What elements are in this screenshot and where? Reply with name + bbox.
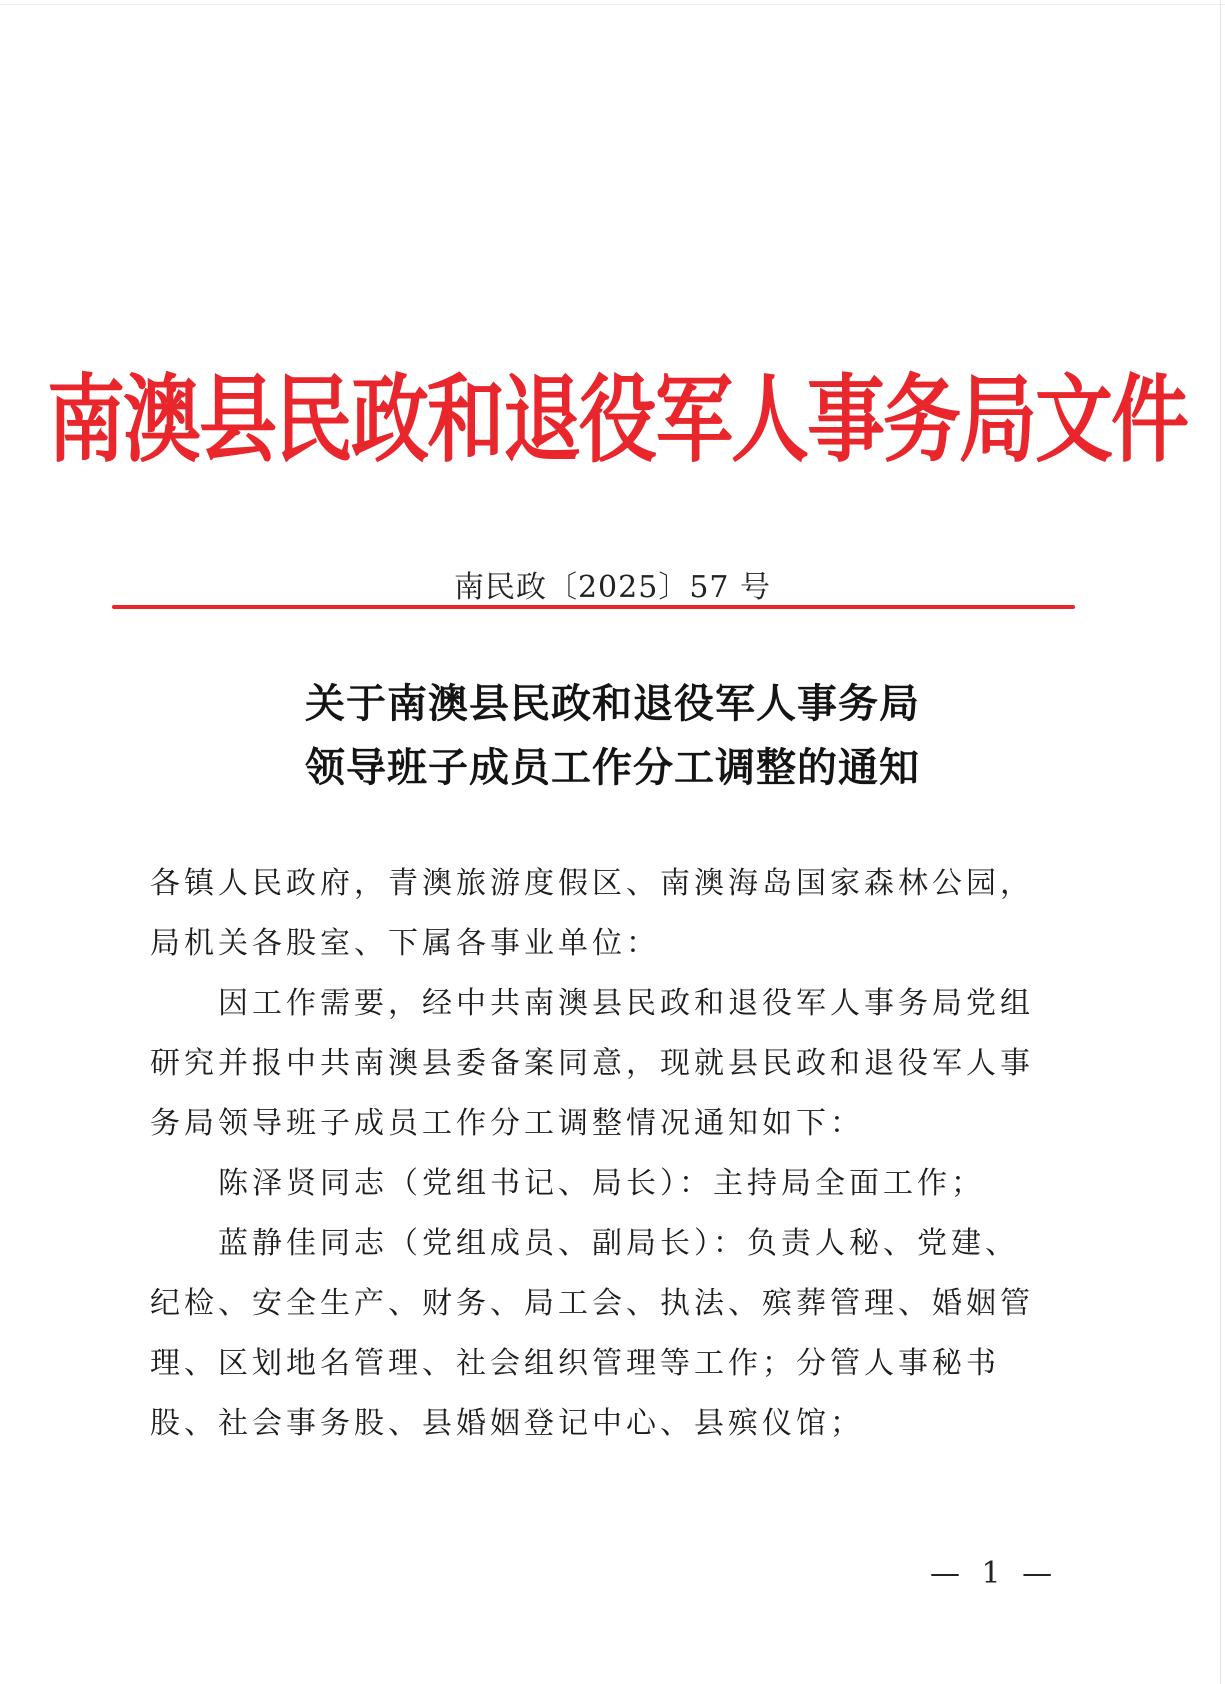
scan-edge-right [1220,0,1221,1684]
page-number: — 1 — [930,1556,1059,1591]
notice-title [0,672,1225,800]
document-number: 南民政〔2025〕57 号 [453,570,772,605]
red-divider-line [112,605,1075,609]
intro-paragraph: 因工作需要，经中共南澳县民政和退役军人事务局党组研究并报中共南澳县委备案同意，现就县民政和退役军人事务局领导班子成员工作分工调整情况通知如下： [150,986,1034,1141]
recipients-paragraph: 各镇人民政府，青澳旅游度假区、南澳海岛国家森林公园，局机关各股室、下属各事业单位： [150,866,1034,961]
notice-title-line-2: 领导班子成员工作分工调整的通知 [305,744,920,791]
scan-edge-top [0,4,1225,5]
assignment-paragraph-2: 蓝静佳同志（党组成员、副局长）：负责人秘、党建、纪检、安全生产、财务、局工会、执法、殡葬管理、婚姻管理、区划地名管理、社会组织管理等工作；分管人事秘书股、社会事务股、县婚姻登记中心、县殡仪馆； [150,1226,1034,1441]
assignment-paragraph-1: 陈泽贤同志（党组书记、局长）：主持局全面工作； [218,1166,985,1201]
notice-body [150,854,1050,1454]
notice-title-line-1: 关于南澳县民政和退役军人事务局 [305,680,920,727]
agency-header-title: 南澳县民政和退役军人事务局文件 [47,364,1188,476]
